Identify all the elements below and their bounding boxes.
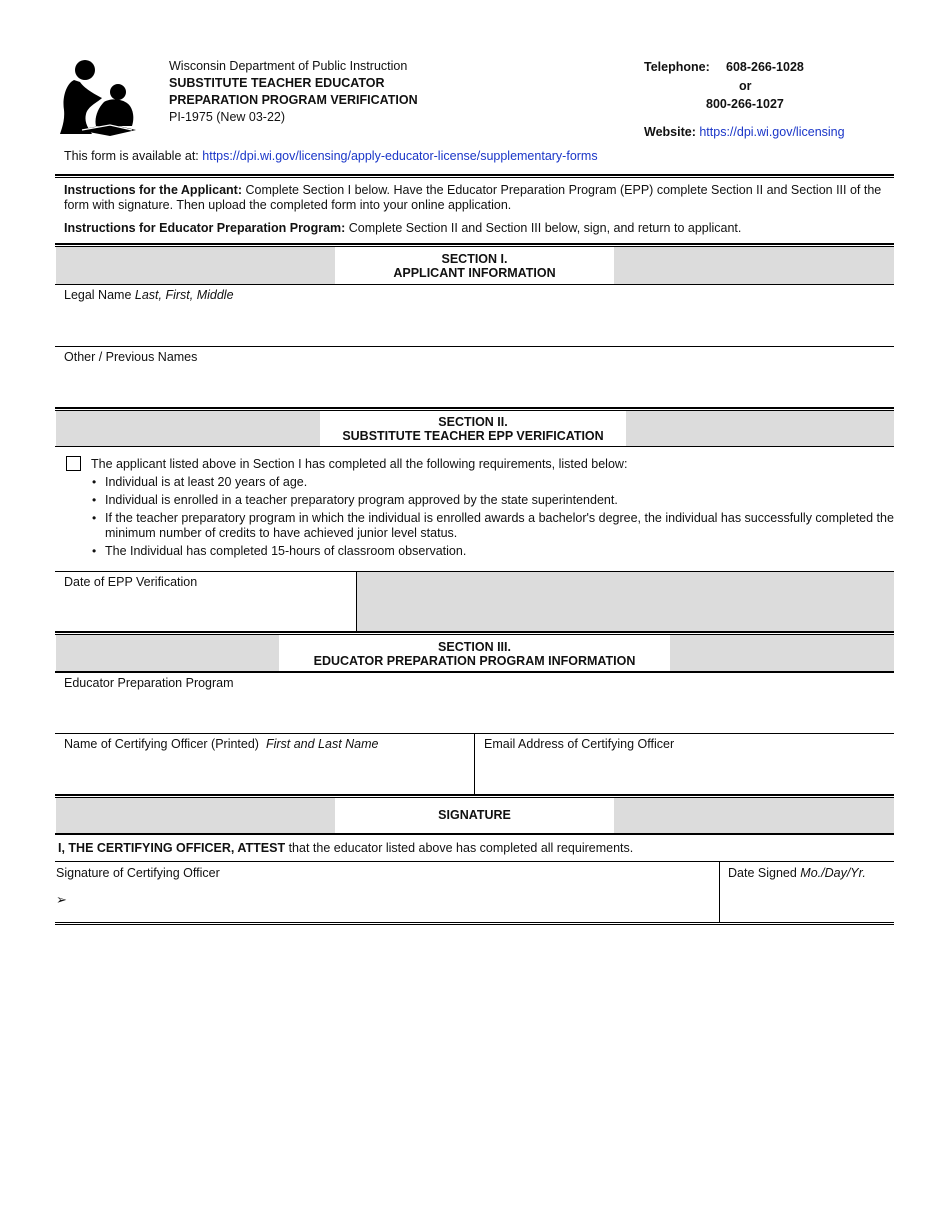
- attestation-bold: I, THE CERTIFYING OFFICER, ATTEST: [58, 841, 286, 855]
- legal-name-label: [64, 288, 234, 302]
- officer-name-hint: First and Last Name: [265, 737, 379, 751]
- telephone-label: Telephone:: [644, 60, 710, 74]
- section2-heading-line1: SECTION II.: [438, 415, 508, 429]
- section1-heading: [335, 247, 614, 284]
- requirement-item: • The Individual has completed 15-hours of classroom observation.: [105, 544, 905, 559]
- form-number: PI-1975 (New 03-22): [169, 110, 286, 124]
- signature-arrow-icon: ➢: [56, 893, 67, 908]
- epp-instructions: [64, 221, 886, 235]
- date-signed-label: [728, 866, 866, 880]
- section2-heading-line2: SUBSTITUTE TEACHER EPP VERIFICATION: [342, 429, 604, 443]
- date-signed-field[interactable]: [722, 884, 892, 920]
- epp-program-field[interactable]: [56, 692, 894, 732]
- attestation-statement: [58, 841, 633, 855]
- signature-field[interactable]: [74, 884, 714, 920]
- availability-line: [64, 149, 598, 163]
- divider: [55, 284, 894, 285]
- divider: [55, 446, 894, 447]
- divider: [55, 174, 894, 176]
- divider: [55, 924, 894, 925]
- requirement-item: • Individual is at least 20 years of age.: [105, 475, 905, 490]
- divider: [55, 794, 894, 796]
- divider: [55, 922, 894, 923]
- requirements-checkbox[interactable]: [66, 456, 81, 471]
- divider: [55, 631, 894, 633]
- applicant-instructions: [64, 183, 886, 213]
- date-signed-hint: Mo./Day/Yr.: [800, 866, 866, 880]
- website-label: Website:: [644, 125, 696, 139]
- divider: [55, 177, 894, 178]
- dpi-logo: [58, 58, 138, 138]
- availability-text: This form is available at:: [64, 149, 199, 163]
- signature-heading: SIGNATURE: [335, 798, 614, 833]
- section2-heading: [320, 411, 626, 446]
- signature-label: Signature of Certifying Officer: [56, 866, 220, 880]
- legal-name-label-text: Legal Name: [64, 288, 132, 302]
- applicant-instructions-label: Instructions for the Applicant:: [64, 183, 243, 197]
- divider: [474, 733, 475, 795]
- section3-heading-line1: SECTION III.: [438, 640, 511, 654]
- other-names-field[interactable]: [56, 366, 894, 406]
- applicant-instructions-text: Complete Section I below. Have the Educator Preparation Program (EPP) complete Section II and Section III of the form with signature. Then upload the completed form into your online application.: [64, 183, 882, 212]
- telephone-primary: 608-266-1028: [726, 60, 804, 74]
- divider: [55, 407, 894, 409]
- section3-heading: [279, 635, 670, 671]
- other-names-label: Other / Previous Names: [64, 350, 198, 364]
- divider: [55, 671, 894, 673]
- divider: [55, 243, 894, 245]
- requirement-item: • If the teacher preparatory program in which the individual is enrolled awards a bachelor's degree, the individual has successfully completed the minimum number of credits to have achieved junior level status.: [105, 511, 905, 541]
- requirements-list: [90, 475, 905, 562]
- divider: [55, 861, 894, 862]
- form-title-line1: SUBSTITUTE TEACHER EDUCATOR: [169, 76, 385, 90]
- officer-email-label: Email Address of Certifying Officer: [484, 737, 675, 751]
- website-link[interactable]: https://dpi.wi.gov/licensing: [699, 125, 845, 139]
- officer-name-label-text: Name of Certifying Officer (Printed): [64, 737, 259, 751]
- form-title-line2: PREPARATION PROGRAM VERIFICATION: [169, 93, 418, 107]
- epp-instructions-label: Instructions for Educator Preparation Program:: [64, 221, 346, 235]
- divider: [719, 861, 720, 923]
- department-name: Wisconsin Department of Public Instruction: [169, 59, 408, 73]
- legal-name-hint: Last, First, Middle: [134, 288, 234, 302]
- telephone-or: or: [739, 79, 752, 93]
- epp-date-field[interactable]: [56, 591, 354, 631]
- attestation-text: that the educator listed above has completed all requirements.: [288, 841, 634, 855]
- epp-shaded-area: [357, 572, 894, 631]
- requirement-item: • Individual is enrolled in a teacher preparatory program approved by the state superintendent.: [105, 493, 905, 508]
- divider: [55, 346, 894, 347]
- epp-date-label: Date of EPP Verification: [64, 575, 198, 589]
- legal-name-field[interactable]: [56, 304, 894, 344]
- section1-heading-line1: SECTION I.: [441, 252, 508, 266]
- officer-name-field[interactable]: [56, 753, 472, 793]
- telephone-alt: 800-266-1027: [706, 97, 784, 111]
- officer-email-field[interactable]: [476, 753, 894, 793]
- website-line: [644, 125, 845, 139]
- section3-heading-line2: EDUCATOR PREPARATION PROGRAM INFORMATION: [313, 654, 636, 668]
- requirements-checkbox-label: The applicant listed above in Section I has completed all the following requirements, listed below:: [91, 457, 628, 471]
- officer-name-label: [64, 737, 378, 751]
- epp-instructions-text: Complete Section II and Section III below, sign, and return to applicant.: [348, 221, 742, 235]
- divider: [55, 833, 894, 835]
- section1-heading-line2: APPLICANT INFORMATION: [393, 266, 556, 280]
- epp-program-label: Educator Preparation Program: [64, 676, 234, 690]
- forms-link[interactable]: https://dpi.wi.gov/licensing/apply-educator-license/supplementary-forms: [202, 149, 598, 163]
- date-signed-label-text: Date Signed: [728, 866, 797, 880]
